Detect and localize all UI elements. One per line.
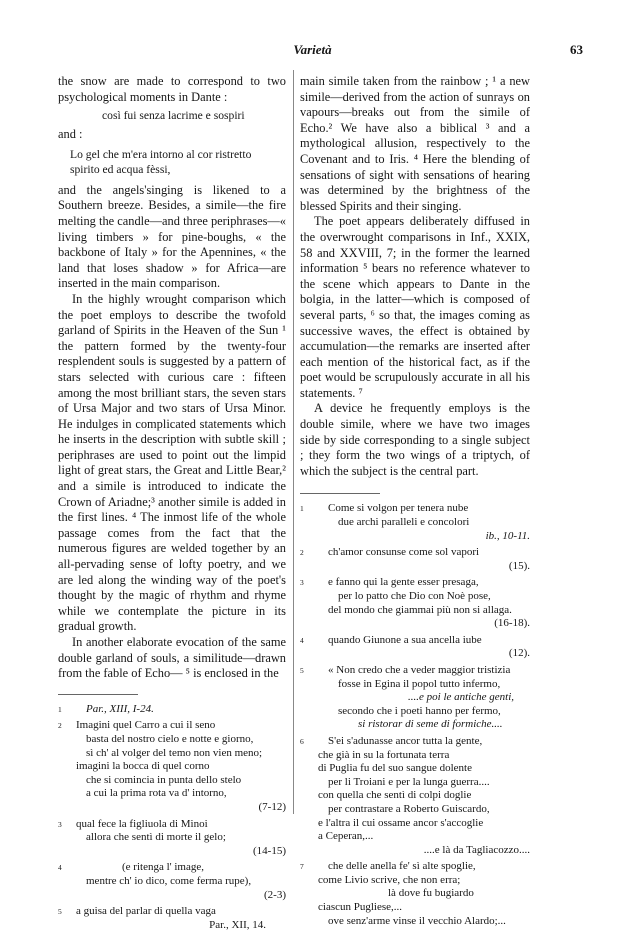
footnote: 2 Imagini quel Carro a cui il seno basta del nostro cielo e notte e giorno, sì ch' al volger del temo non vien meno; imagini la bocca di quel corno che si comincia in punta dello stelo a cui la prima rota va d' intorno, (7-12) xyxy=(58,719,286,813)
running-header xyxy=(40,42,585,58)
footnote: 3 e fanno qui la gente esser presaga, per lo patto che Dio con Noè pose, del mondo che giammai più non si allaga. (16-18). xyxy=(300,576,530,630)
footnote: 5 a guisa del parlar di quella vaga Par., XII, 14. xyxy=(58,905,266,931)
verse-quote: così fui senza lacrime e sospiri xyxy=(102,109,245,123)
footnote: 7 che delle anella fe' sì alte spoglie, come Livio scrive, che non erra; là dove fu bugiardo ciascun Pugliese,... ove senz'arme vinse il vecchio Alardo;... xyxy=(300,860,506,927)
footnote: 1 Come si volgon per tenera nube due archi paralleli e concolori ib., 10-11. xyxy=(300,502,530,542)
footnote-rule xyxy=(300,493,380,494)
footnote: 3 qual fece la figliuola di Minoi allora che sentì di morte il gelo; (14-15) xyxy=(58,817,286,857)
footnote-rule xyxy=(58,694,138,695)
verse-quote: Lo gel che m'era intorno al cor ristretto spirito ed acqua fèssi, xyxy=(70,147,252,176)
footnote: 4 (e ritenga l' image, mentre ch' io dico, come ferma rupe), (2-3) xyxy=(58,861,286,901)
page-number: 63 xyxy=(570,42,583,57)
paragraph: In another elaborate evocation of the same double garland of souls, a similitude—drawn from the fable of Echo— ⁵ is enclosed in the xyxy=(58,635,286,681)
paragraph: A device he frequently employs is the double simile, where we have two images side by side corresponding to a single subject ; they form the two wings of a triptych, of which the subject is the central part. xyxy=(300,401,530,478)
paragraph: main simile taken from the rainbow ; ¹ a new simile—derived from the action of sunrays on vapours—breaks out from the simile of Echo.² We have also a biblical ³ and a mythological allusion, respectively to the Covenant and to Iris. ⁴ Here the blending of sensations of sight with sensations of hearing was determined by the brightness of the blessed Spirits and their singing. xyxy=(300,74,530,213)
running-title: Varietà xyxy=(293,42,332,57)
footnote: 5 « Non credo che a veder maggior tristizia fosse in Egina il popol tutto infermo, ....e poi le antiche genti, secondo che i poeti hanno per fermo, si ristorar di seme di formiche.... xyxy=(300,663,514,731)
paragraph: and : xyxy=(58,127,83,142)
column-divider xyxy=(293,70,294,814)
footnote: 1 Par., XIII, I-24. xyxy=(58,702,154,715)
footnote: 6 S'ei s'adunasse ancor tutta la gente, che già in su la fortunata terra di Puglia fu del suo sangue dolente per li Troiani e per la lunga guerra.... con quella che sentì di colpi doglie per contrastare a Roberto Guiscardo, e l'altra il cui ossame ancor s'accoglie a Ceperan,... ....e là da Tagliacozzo.... xyxy=(300,734,530,856)
paragraph: and the angels'singing is likened to a Southern breeze. Besides, a simile—the fire melting the candle—and three periphrases—« living timbers » for pine-boughs, « the backbone of Italy » for the Apennines, « the land that loses shadow » for Africa—are inserted in the main comparison. xyxy=(58,182,286,291)
left-column xyxy=(58,74,286,932)
paragraph: The poet appears deliberately diffused in the overwrought comparisons in Inf., XXIX, 58 and XXVIII, 7; in the former the learned information ⁵ bears no reference whatever to the scene which appears to Dante in the bolgia, in the latter—which is composed of several parts, ⁶ so that, the images coming as successive waves, the effect is obtained by accumulation—the remarks are inserted after each mention of the historical fact, as if the poet would be scrupulously accurate in all his statements. ⁷ xyxy=(300,214,530,400)
footnote: 2 ch'amor consunse come sol vapori (15). xyxy=(300,546,530,572)
paragraph: In the highly wrought comparison which the poet employs to describe the twofold garland of Spirits in the Heaven of the Sun ¹ the pattern formed by the twenty-four resplendent souls is suggested by a pattern of stars selected with curious care : fifteen among the most brilliant stars, the seven stars of Ursa Major and two stars of Ursa Minor. He indulges in complicated statements which he inserts in the description with subtle skill ; periphrases are used to point out the limpid light of great stars, the Great and Little Bear,² and a simile is introduced to indicate the Crown of Ariadne;³ another simile is added in the first lines. ⁴ The inmost life of the whole passage comes from the fact that the numerous figures are welded together by an all-pervading sense of lofty poetry, and we are led along the winding way of the poet's thought by the magic of rhythm and rhyme while we contemplate the picture in its gradual growth. xyxy=(58,291,286,634)
right-column xyxy=(300,74,530,928)
paragraph: the snow are made to correspond to two psychological moments in Dante : xyxy=(58,74,286,104)
footnote: 4 quando Giunone a sua ancella iube (12). xyxy=(300,633,530,660)
